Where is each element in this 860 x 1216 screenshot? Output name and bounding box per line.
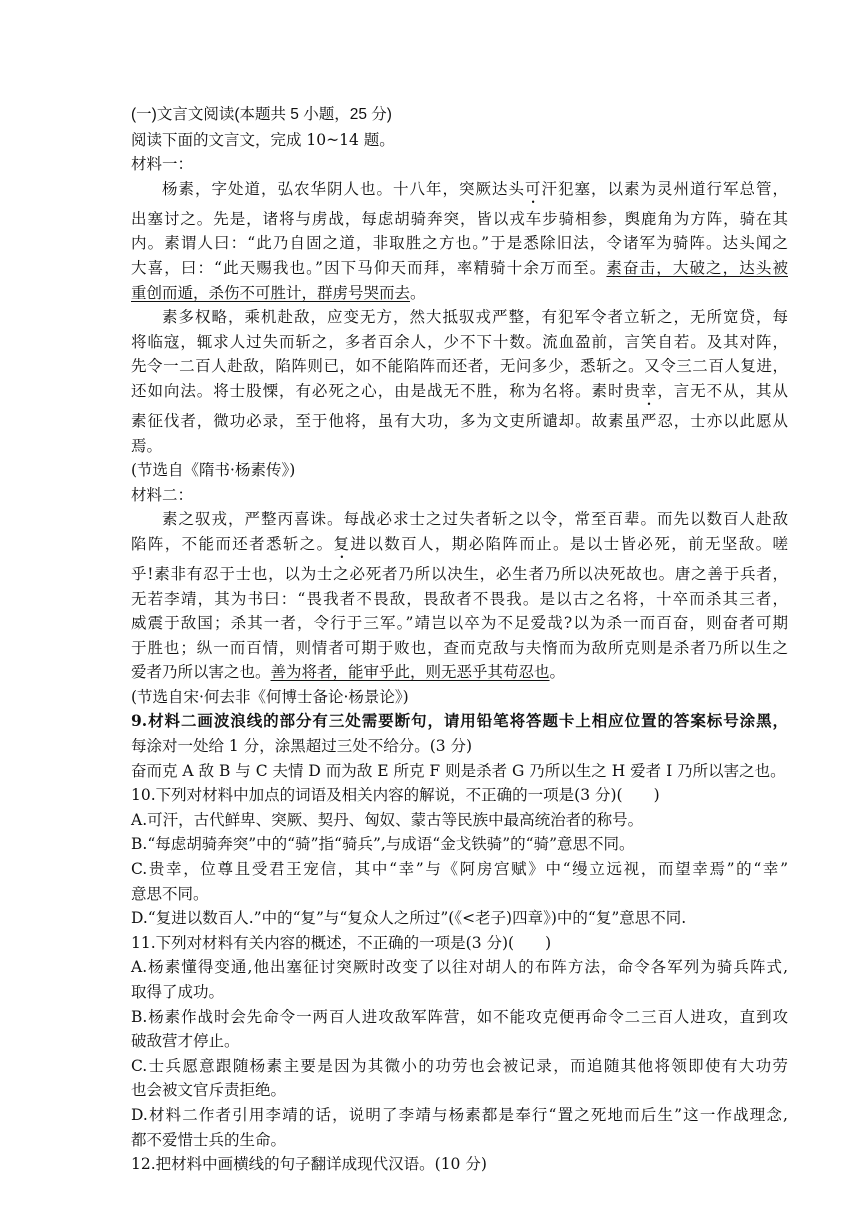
question-10-option-c: C.贵幸，位尊且受君王宠信，其中“幸”与《阿房宫赋》中“缦立远视，而望幸焉”的“幸” xyxy=(131,860,788,879)
question-11 xyxy=(131,931,788,1152)
question-10-stem: 10.下列对材料中加点的词语及相关内容的解说，不正确的一项是(3 分)( ) xyxy=(131,786,660,805)
text-line: 乎!素非有忍于士也，以为士之必死者乃所以决生，必生者乃所以决死故也。唐之善于兵者， xyxy=(131,564,788,583)
question-10-option-c-cont: 意思不同。 xyxy=(131,884,209,903)
text-line: 出塞讨之。先是，诸将与虏战，每虑胡骑奔突，皆以戎车步骑相参，舆鹿角为方阵，骑在其 xyxy=(131,209,788,228)
material-1-label: 材料一： xyxy=(131,155,194,174)
dotted-word-fu: 复 xyxy=(333,534,351,553)
question-11-option-b: B.杨素作战时会先命令一两百人进攻敌军阵营，如不能攻克便再命令二三百人进攻，直到攻 xyxy=(131,1007,788,1026)
text-line: 杨素，字处道，弘农华阴人也。十八年，突厥达头可汗犯塞，以素为灵州道行军总管， xyxy=(162,179,788,198)
text-line: 素之驭戎，严整丙喜诛。每战必求士之过失者斩之以令，常至百辈。而先以数百人赴敌 xyxy=(162,510,788,529)
question-11-option-a-cont: 取得了成功。 xyxy=(131,983,225,1001)
text-line: 威震于敌国；杀其一者，令行于三军。”靖岂以卒为不足爱哉?以为杀一而百奋，则奋者可期 xyxy=(131,614,788,633)
material-1-source: (节选自《隋书·杨素传》) xyxy=(131,461,296,480)
underlined-sentence-3: 善为将者，能审乎此，则无恶乎其苟忍也 xyxy=(270,663,550,682)
question-11-stem: 11.下列对材料有关内容的概述，不正确的一项是(3 分)( ) xyxy=(131,933,552,952)
question-9-options: 奋而克 A 敌 B 与 C 夫情 D 而为敌 E 所克 F 则是杀者 G 乃所以生之 H 爱者 I 乃所以害之也。 xyxy=(131,761,786,780)
text-line: 爱者乃所以害之也。善为将者，能审乎此，则无恶乎其苟忍也。 xyxy=(131,663,566,682)
underlined-sentence-part-2: 重创而遁，杀伤不可胜计，群虏号哭而去 xyxy=(131,283,411,302)
question-9-stem-cont: 每涂对一处给 1 分，涂黑超过三处不给分。(3 分) xyxy=(131,737,473,756)
material-1-paragraph-2 xyxy=(131,305,788,458)
text-line: 还如向法。将士股慄，有必死之心，由是战无不胜，称为名将。素时贵幸，言无不从，其从 xyxy=(131,381,788,400)
dotted-word-xing: 幸 xyxy=(640,381,658,400)
question-11-option-c-cont: 也会被文官斥责拒绝。 xyxy=(131,1081,287,1100)
reading-instruction: 阅读下面的文言文，完成 10~14 题。 xyxy=(131,130,395,149)
question-12 xyxy=(131,1152,788,1177)
material-1-paragraph-1 xyxy=(131,177,788,305)
question-9-stem: 9.材料二画波浪线的部分有三处需要断句，请用铅笔将答题卡上相应位置的答案标号涂黑， xyxy=(131,711,788,731)
text-line: 素多权略，乘机赴敌，应变无方，然大抵驭戎严整，有犯军令者立斩之，无所宽贷，每 xyxy=(162,308,788,327)
question-9 xyxy=(131,709,788,783)
question-11-option-c: C.士兵愿意跟随杨素主要是因为其微小的功劳也会被记录，而追随其他将领即使有大功劳 xyxy=(131,1056,788,1075)
question-11-option-a: A.杨素懂得变通,他出塞征讨突厥时改变了以往对胡人的布阵方法，命令各军列为骑兵阵式, xyxy=(131,958,788,977)
text-line: 大喜，曰：“此天赐我也。”因下马仰天而拜，率精骑十余万而至。素奋击，大破之，达头被 xyxy=(131,258,788,277)
dotted-word-ke: 可 xyxy=(524,179,542,198)
question-10 xyxy=(131,783,788,931)
text-line: 陷阵，不能而还者悉斩之。复进以数百人，期必陷阵而止。是以士皆必死，前无坚敌。嗟 xyxy=(131,534,788,553)
text-line: 焉。 xyxy=(131,436,163,455)
material-2-source: (节选自宋·何去非《何博士备论·杨景论》) xyxy=(131,687,409,706)
question-11-option-b-cont: 破敌营才停止。 xyxy=(131,1032,240,1051)
question-11-option-d: D.材料二作者引用李靖的话，说明了李靖与杨素都是奉行“置之死地而后生”这一作战理念, xyxy=(131,1105,788,1124)
section-title: (一)文言文阅读(本题共 5 小题，25 分) xyxy=(131,106,392,123)
text-line: 将临寇，辄求人过失而斩之，多者百余人，少不下十数。流血盈前，言笑自若。及其对阵， xyxy=(131,332,788,351)
text-line: 先令一二百人赴敌，陷阵则已，如不能陷阵而还者，无问多少，悉斩之。又令三二百人复进， xyxy=(131,357,788,376)
question-11-option-d-cont: 都不爱惜士兵的生命。 xyxy=(131,1130,287,1149)
material-2-paragraph xyxy=(131,507,788,685)
question-10-option-d: D.“复进以数百人.”中的“复”与“复众人之所过”(《<老子)四章》)中的“复”意思不同. xyxy=(131,909,687,928)
text-line: 素征伐者，微功必录，至于他将，虽有大功，多为文吏所谴却。故素虽严忍，士亦以此愿从 xyxy=(131,411,788,430)
text-line: 重创而遁，杀伤不可胜计，群虏号哭而去。 xyxy=(131,283,426,302)
material-2-label: 材料二： xyxy=(131,485,194,504)
question-10-option-b: B.“每虑胡骑奔突”中的“骑”指“骑兵”,与成语“金戈铁骑”的“骑”意思不同。 xyxy=(131,835,635,854)
question-12-stem: 12.把材料中画横线的句子翻详成现代汉语。(10 分) xyxy=(131,1155,487,1174)
text-line: 内。素谓人曰：“此乃自固之道，非取胜之方也。”于是悉除旧法，令诸军为骑阵。达头闻之 xyxy=(131,234,788,253)
text-line: 于胜也；纵一而百情，则情者可期于败也，查而克敌与夫惰而为敌所克则是杀者乃所以生之 xyxy=(131,638,788,657)
question-10-option-a: A.可汗，古代鲜卑、突厥、契丹、匈奴、蒙古等民族中最高统治者的称号。 xyxy=(131,810,644,829)
underlined-sentence-part-1: 素奋击，大破之，达头被 xyxy=(606,258,788,277)
text-line: 无若李靖，其为书曰：“畏我者不畏敌，畏敌者不畏我。是以古之名将，十卒而杀其三者， xyxy=(131,589,788,608)
